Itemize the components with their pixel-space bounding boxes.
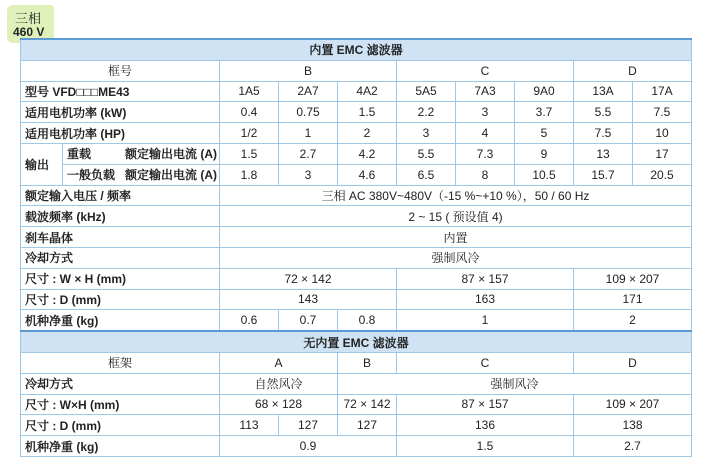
model-cell: 7A3 — [456, 81, 515, 102]
weight-row-2 — [21, 436, 692, 457]
kw-cell: 0.4 — [220, 102, 279, 123]
heavy-cell: 9 — [515, 143, 574, 164]
model-cell: 2A7 — [279, 81, 338, 102]
size-d-label: 尺寸 : D (mm) — [21, 415, 220, 436]
heavy-cell: 7.3 — [456, 143, 515, 164]
weight-cell: 0.9 — [220, 436, 397, 457]
normal-cell: 4.6 — [338, 164, 397, 185]
normal-duty-label — [63, 164, 220, 185]
normal-cell: 20.5 — [633, 164, 692, 185]
weight-label: 机种净重 (kg) — [21, 436, 220, 457]
frame-cell: D — [574, 60, 692, 81]
heavy-cell: 5.5 — [397, 143, 456, 164]
hp-row — [21, 123, 692, 144]
brake-row — [21, 227, 692, 248]
hp-label: 适用电机功率 (HP) — [21, 123, 220, 144]
rated-current-label: 额定输出电流 (A) — [125, 147, 217, 162]
brake-label: 刹车晶体 — [21, 227, 220, 248]
heavy-duty-name: 重载 — [67, 147, 92, 162]
spec-table — [20, 38, 692, 457]
carrier-row — [21, 206, 692, 227]
section-title: 内置 EMC 滤波器 — [21, 39, 692, 60]
normal-duty-name: 一般负载 — [67, 168, 116, 183]
heavy-cell: 1.5 — [220, 143, 279, 164]
weight-cell: 2 — [574, 310, 692, 331]
frame-label: 框号 — [21, 60, 220, 81]
model-cell: 4A2 — [338, 81, 397, 102]
frame-cell: A — [220, 352, 338, 373]
hp-cell: 5 — [515, 123, 574, 144]
size-d-cell: 143 — [220, 289, 397, 310]
heavy-duty-label — [63, 143, 220, 164]
size-d-row — [21, 289, 692, 310]
size-wh-cell: 87 × 157 — [397, 268, 574, 289]
size-d-cell: 136 — [397, 415, 574, 436]
kw-cell: 3.7 — [515, 102, 574, 123]
kw-cell: 7.5 — [633, 102, 692, 123]
cooling-row — [21, 247, 692, 268]
heavy-cell: 2.7 — [279, 143, 338, 164]
input-voltage-value: 三相 AC 380V~480V（-15 %~+10 %），50 / 60 Hz — [220, 185, 692, 206]
carrier-label: 载波频率 (kHz) — [21, 206, 220, 227]
normal-cell: 1.8 — [220, 164, 279, 185]
cooling-forced: 强制风冷 — [338, 373, 692, 394]
input-voltage-label: 额定输入电压 / 频率 — [21, 185, 220, 206]
heavy-duty-row — [21, 143, 692, 164]
badge-voltage-label: 460 V — [13, 25, 45, 39]
hp-cell: 2 — [338, 123, 397, 144]
normal-cell: 10.5 — [515, 164, 574, 185]
normal-duty-row — [21, 164, 692, 185]
size-d-cell: 138 — [574, 415, 692, 436]
brake-value: 内置 — [220, 227, 692, 248]
heavy-cell: 17 — [633, 143, 692, 164]
size-wh-cell: 72 × 142 — [338, 394, 397, 415]
size-wh-row-2 — [21, 394, 692, 415]
weight-cell: 2.7 — [574, 436, 692, 457]
normal-cell: 15.7 — [574, 164, 633, 185]
size-wh-label: 尺寸 : W×H (mm) — [21, 394, 220, 415]
weight-cell: 0.7 — [279, 310, 338, 331]
model-row — [21, 81, 692, 102]
size-wh-row — [21, 268, 692, 289]
size-d-cell: 163 — [397, 289, 574, 310]
model-label: 型号 VFD□□□ME43 — [21, 81, 220, 102]
section-title: 无内置 EMC 滤波器 — [21, 331, 692, 352]
hp-cell: 7.5 — [574, 123, 633, 144]
kw-cell: 0.75 — [279, 102, 338, 123]
size-d-cell: 171 — [574, 289, 692, 310]
heavy-cell: 4.2 — [338, 143, 397, 164]
kw-row — [21, 102, 692, 123]
hp-cell: 3 — [397, 123, 456, 144]
model-cell: 13A — [574, 81, 633, 102]
size-wh-cell: 87 × 157 — [397, 394, 574, 415]
model-cell: 1A5 — [220, 81, 279, 102]
size-wh-cell: 68 × 128 — [220, 394, 338, 415]
weight-cell: 1 — [397, 310, 574, 331]
output-label: 输出 — [21, 143, 63, 185]
kw-cell: 5.5 — [574, 102, 633, 123]
size-d-cell: 113 — [220, 415, 279, 436]
kw-cell: 2.2 — [397, 102, 456, 123]
frame-label: 框架 — [21, 352, 220, 373]
rated-current-label: 额定输出电流 (A) — [125, 168, 217, 183]
heavy-cell: 13 — [574, 143, 633, 164]
kw-cell: 1.5 — [338, 102, 397, 123]
model-cell: 5A5 — [397, 81, 456, 102]
hp-cell: 10 — [633, 123, 692, 144]
hp-cell: 1 — [279, 123, 338, 144]
frame-row-2 — [21, 352, 692, 373]
kw-label: 适用电机功率 (kW) — [21, 102, 220, 123]
cooling-natural: 自然风冷 — [220, 373, 338, 394]
size-d-cell: 127 — [338, 415, 397, 436]
badge-phase-label: 三相 — [15, 11, 42, 26]
normal-cell: 3 — [279, 164, 338, 185]
carrier-value: 2 ~ 15 ( 预设值 4) — [220, 206, 692, 227]
cooling-label: 冷却方式 — [21, 247, 220, 268]
size-wh-label: 尺寸 : W × H (mm) — [21, 268, 220, 289]
size-wh-cell: 109 × 207 — [574, 268, 692, 289]
size-wh-cell: 72 × 142 — [220, 268, 397, 289]
weight-cell: 0.6 — [220, 310, 279, 331]
weight-cell: 0.8 — [338, 310, 397, 331]
cooling-value: 强制风冷 — [220, 247, 692, 268]
model-cell: 9A0 — [515, 81, 574, 102]
hp-cell: 4 — [456, 123, 515, 144]
weight-row — [21, 310, 692, 331]
normal-cell: 6.5 — [397, 164, 456, 185]
model-cell: 17A — [633, 81, 692, 102]
cooling-label: 冷却方式 — [21, 373, 220, 394]
frame-cell: D — [574, 352, 692, 373]
frame-cell: C — [397, 60, 574, 81]
kw-cell: 3 — [456, 102, 515, 123]
size-d-row-2 — [21, 415, 692, 436]
frame-cell: B — [338, 352, 397, 373]
section-header-emc — [21, 39, 692, 60]
section-header-no-emc — [21, 331, 692, 352]
frame-cell: B — [220, 60, 397, 81]
frame-cell: C — [397, 352, 574, 373]
weight-label: 机种净重 (kg) — [21, 310, 220, 331]
size-d-label: 尺寸 : D (mm) — [21, 289, 220, 310]
input-voltage-row — [21, 185, 692, 206]
normal-cell: 8 — [456, 164, 515, 185]
frame-row — [21, 60, 692, 81]
cooling-row-2 — [21, 373, 692, 394]
size-d-cell: 127 — [279, 415, 338, 436]
weight-cell: 1.5 — [397, 436, 574, 457]
hp-cell: 1/2 — [220, 123, 279, 144]
size-wh-cell: 109 × 207 — [574, 394, 692, 415]
